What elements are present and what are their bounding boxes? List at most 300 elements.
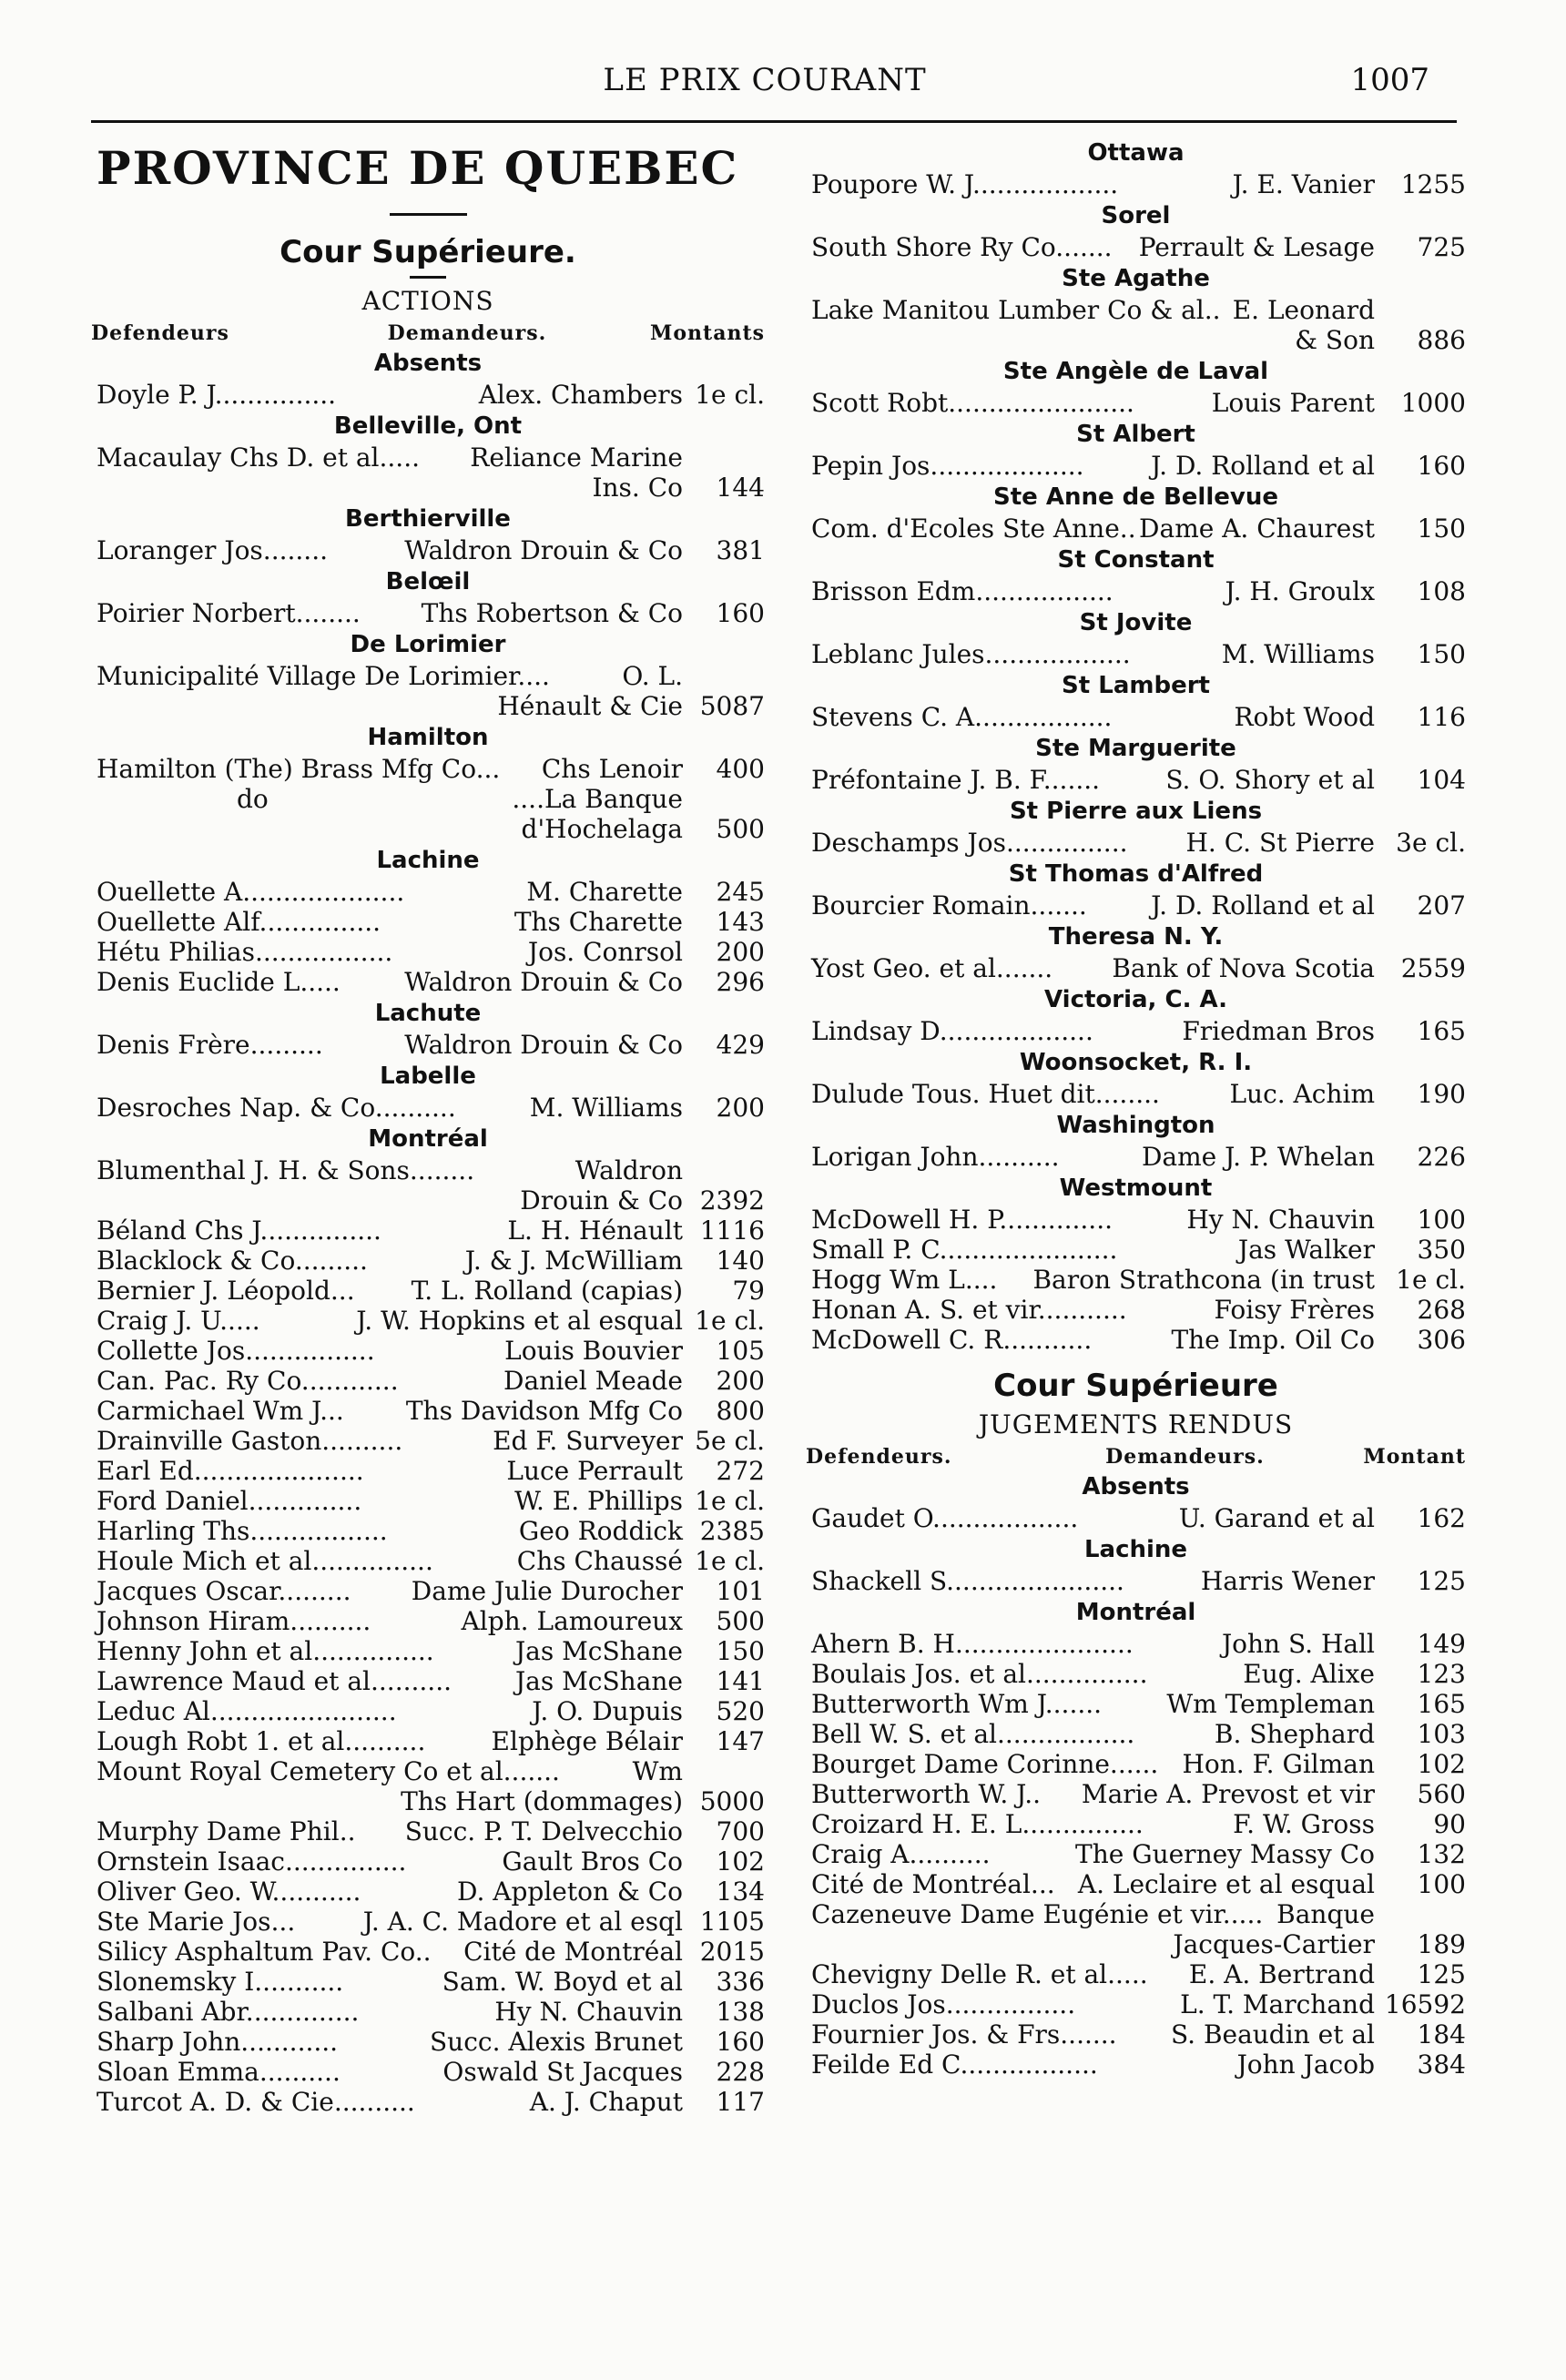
defendant: McDowell C. R........... <box>811 1325 1093 1355</box>
amount: 143 <box>716 907 765 937</box>
amount: 886 <box>1417 325 1466 355</box>
table-row <box>806 1659 1466 1689</box>
place-heading: St Albert <box>1076 421 1195 448</box>
table-row <box>806 1809 1466 1839</box>
section-heading-2: JUGEMENTS RENDUS <box>978 1409 1294 1439</box>
plaintiff: Drouin & Co <box>520 1185 683 1215</box>
defendant: Doyle P. J............... <box>97 380 337 410</box>
col-demandeurs: Demandeurs. <box>387 321 547 345</box>
defendant: Chevigny Delle R. et al..... <box>811 1959 1148 1989</box>
defendant: Pepin Jos................... <box>811 451 1084 481</box>
table-row <box>806 702 1466 732</box>
plaintiff: John S. Hall <box>1221 1629 1375 1659</box>
amount: 160 <box>716 2027 765 2057</box>
place-heading: Belleville, Ont <box>333 412 523 440</box>
place-heading: Woonsocket, R. I. <box>1019 1049 1253 1076</box>
defendant: Earl Ed..................... <box>97 1456 364 1486</box>
amount: 117 <box>716 2087 765 2117</box>
defendant: Salbani Abr.............. <box>97 1997 360 2027</box>
plaintiff: Oswald St Jacques <box>442 2057 683 2087</box>
plaintiff: Alex. Chambers <box>478 380 683 410</box>
plaintiff: S. O. Shory et al <box>1165 765 1375 795</box>
table-row <box>91 1606 765 1636</box>
defendant: Leduc Al....................... <box>97 1696 397 1726</box>
defendant: McDowell H. P.............. <box>811 1205 1113 1235</box>
col-defendeurs-2: Defendeurs. <box>806 1445 952 1469</box>
table-row <box>91 535 765 565</box>
place-heading: Ste Agathe <box>1062 265 1210 292</box>
defendant: Bourget Dame Corinne...... <box>811 1749 1159 1779</box>
plaintiff: J. D. Rolland et al <box>1151 451 1375 481</box>
amount: 1000 <box>1400 388 1466 418</box>
place-heading: Hamilton <box>367 724 489 751</box>
page-number: 1007 <box>1350 62 1429 98</box>
amount: 336 <box>716 1967 765 1997</box>
table-row <box>806 953 1466 983</box>
plaintiff: Jos. Conrsol <box>527 937 683 967</box>
plaintiff: E. A. Bertrand <box>1188 1959 1375 1989</box>
table-row <box>91 1093 765 1123</box>
table-row <box>806 388 1466 418</box>
amount: 105 <box>716 1336 765 1366</box>
plaintiff: Foisy Frères <box>1214 1295 1375 1325</box>
table-row <box>806 1719 1466 1749</box>
amount: 103 <box>1417 1719 1466 1749</box>
table-row <box>806 1749 1466 1779</box>
amount: 1255 <box>1400 169 1466 199</box>
plaintiff: T. L. Rolland (capias) <box>411 1276 683 1306</box>
table-row <box>91 937 765 967</box>
amount: 132 <box>1417 1839 1466 1869</box>
amount: 104 <box>1417 765 1466 795</box>
table-row <box>91 1907 765 1937</box>
plaintiff: J. & J. McWilliam <box>464 1246 683 1276</box>
court-divider <box>410 276 446 279</box>
table-row <box>806 2049 1466 2080</box>
plaintiff: H. C. St Pierre <box>1185 828 1375 858</box>
defendant: Municipalité Village De Lorimier.... <box>97 661 550 691</box>
table-row <box>806 1503 1466 1533</box>
plaintiff: Banque <box>1276 1899 1375 1929</box>
defendant: Butterworth W. J.. <box>811 1779 1041 1809</box>
table-row <box>91 1306 765 1336</box>
plaintiff: Ths Hart (dommages) <box>401 1786 683 1816</box>
plaintiff: E. Leonard <box>1232 295 1375 325</box>
amount: 184 <box>1417 2019 1466 2049</box>
table-row <box>806 295 1466 325</box>
defendant: Carmichael Wm J... <box>97 1396 344 1426</box>
defendant: Yost Geo. et al....... <box>811 953 1053 983</box>
defendant: Mount Royal Cemetery Co et al....... <box>97 1756 560 1786</box>
amount: 190 <box>1417 1079 1466 1109</box>
amount: 228 <box>716 2057 765 2087</box>
province-title: PROVINCE DE QUEBEC <box>97 141 739 195</box>
place-heading: St Lambert <box>1062 672 1210 699</box>
plaintiff: Ths Charette <box>514 907 683 937</box>
amount: 116 <box>1417 702 1466 732</box>
table-row <box>91 814 765 844</box>
table-row <box>91 2057 765 2087</box>
plaintiff: Wm Templeman <box>1166 1689 1375 1719</box>
plaintiff: Daniel Meade <box>503 1366 683 1396</box>
defendant: Jacques Oscar......... <box>97 1576 351 1606</box>
plaintiff: Harris Wener <box>1200 1566 1375 1596</box>
plaintiff: Ths Davidson Mfg Co <box>405 1396 683 1426</box>
amount: 381 <box>716 535 765 565</box>
amount: 150 <box>1417 514 1466 544</box>
place-heading: Ste Angèle de Laval <box>1002 358 1269 385</box>
amount: 123 <box>1417 1659 1466 1689</box>
plaintiff: Jas Walker <box>1237 1235 1375 1265</box>
defendant: Duclos Jos................ <box>811 1989 1076 2019</box>
amount: 1e cl. <box>1396 1265 1466 1295</box>
table-row <box>91 754 765 784</box>
defendant: Blumenthal J. H. & Sons........ <box>97 1155 475 1185</box>
defendant: Collette Jos................ <box>97 1336 375 1366</box>
plaintiff: Hy N. Chauvin <box>494 1997 683 2027</box>
table-row <box>91 967 765 997</box>
right-entries <box>806 137 1466 1355</box>
amount: 800 <box>716 1396 765 1426</box>
amount: 79 <box>732 1276 765 1306</box>
table-row <box>806 1566 1466 1596</box>
defendant: Béland Chs J............... <box>97 1215 381 1246</box>
defendant: Turcot A. D. & Cie.......... <box>97 2087 415 2117</box>
plaintiff: A. J. Chaput <box>529 2087 683 2117</box>
plaintiff: Waldron <box>575 1155 683 1185</box>
amount: 5087 <box>699 691 765 721</box>
table-row <box>806 639 1466 669</box>
table-row <box>91 1756 765 1786</box>
defendant: South Shore Ry Co....... <box>811 232 1113 262</box>
table-row <box>806 514 1466 544</box>
column-headers <box>91 321 765 345</box>
amount: 2015 <box>699 1937 765 1967</box>
place-heading: Victoria, C. A. <box>1044 986 1227 1013</box>
defendant: Desroches Nap. & Co.......... <box>97 1093 456 1123</box>
defendant: Sloan Emma.......... <box>97 2057 341 2087</box>
plaintiff: Jas McShane <box>514 1666 683 1696</box>
amount: 520 <box>716 1696 765 1726</box>
table-row <box>91 2027 765 2057</box>
plaintiff: Elphège Bélair <box>491 1726 683 1756</box>
amount: 162 <box>1417 1503 1466 1533</box>
plaintiff: John Jacob <box>1236 2049 1375 2080</box>
plaintiff: Succ. P. T. Delvecchio <box>404 1816 683 1846</box>
table-row <box>91 907 765 937</box>
table-row <box>806 1629 1466 1659</box>
table-row <box>806 1325 1466 1355</box>
table-row <box>806 1899 1466 1929</box>
defendant: Hogg Wm L.... <box>811 1265 998 1295</box>
running-title: LE PRIX COURANT <box>603 62 927 98</box>
defendant: Ahern B. H...................... <box>811 1629 1134 1659</box>
table-row <box>91 1877 765 1907</box>
table-row <box>91 2087 765 2117</box>
plaintiff: Wm <box>632 1756 683 1786</box>
plaintiff: Hon. F. Gilman <box>1182 1749 1375 1779</box>
defendant: Préfontaine J. B. F....... <box>811 765 1101 795</box>
amount: 134 <box>716 1877 765 1907</box>
plaintiff: W. E. Phillips <box>514 1486 683 1516</box>
amount: 296 <box>716 967 765 997</box>
table-row <box>91 473 765 503</box>
defendant: Boulais Jos. et al............... <box>811 1659 1148 1689</box>
amount: 125 <box>1417 1959 1466 1989</box>
amount: 147 <box>716 1726 765 1756</box>
place-heading: St Thomas d'Alfred <box>1008 860 1264 888</box>
table-row <box>91 1155 765 1185</box>
plaintiff: Dame Julie Durocher <box>411 1576 683 1606</box>
header-rule <box>91 120 1457 123</box>
plaintiff: Chs Chaussé <box>516 1546 683 1576</box>
defendant: Loranger Jos........ <box>97 535 328 565</box>
defendant: Deschamps Jos............... <box>811 828 1128 858</box>
plaintiff: L. T. Marchand <box>1180 1989 1375 2019</box>
amount: 2392 <box>699 1185 765 1215</box>
column-headers-2 <box>806 1445 1466 1469</box>
defendant: Macaulay Chs D. et al..... <box>97 442 420 473</box>
defendant: Lorigan John.......... <box>811 1142 1060 1172</box>
defendant: Small P. C...................... <box>811 1235 1118 1265</box>
amount: 350 <box>1417 1235 1466 1265</box>
plaintiff: Louis Bouvier <box>504 1336 683 1366</box>
amount: 268 <box>1417 1295 1466 1325</box>
amount: 100 <box>1417 1205 1466 1235</box>
plaintiff: d'Hochelaga <box>521 814 683 844</box>
defendant: Denis Frère......... <box>97 1030 323 1060</box>
amount: 200 <box>716 1366 765 1396</box>
left-entries <box>91 347 765 2117</box>
defendant: Murphy Dame Phil.. <box>97 1816 356 1846</box>
plaintiff: O. L. <box>622 661 683 691</box>
defendant: Hamilton (The) Brass Mfg Co... <box>97 754 501 784</box>
defendant: Ouellette A.................... <box>97 877 405 907</box>
amount: 1116 <box>699 1215 765 1246</box>
plaintiff: Cité de Montréal <box>463 1937 683 1967</box>
plaintiff: M. Charette <box>526 877 683 907</box>
place-heading: Absents <box>373 350 483 377</box>
place-heading: Sorel <box>1101 202 1171 229</box>
table-row <box>806 1689 1466 1719</box>
amount: 725 <box>1417 232 1466 262</box>
amount: 560 <box>1417 1779 1466 1809</box>
defendant: Stevens C. A................. <box>811 702 1113 732</box>
amount: 125 <box>1417 1566 1466 1596</box>
table-row <box>91 691 765 721</box>
amount: 90 <box>1433 1809 1466 1839</box>
amount: 140 <box>716 1246 765 1276</box>
amount: 306 <box>1417 1325 1466 1355</box>
amount: 400 <box>716 754 765 784</box>
defendant: Drainville Gaston.......... <box>97 1426 403 1456</box>
plaintiff: J. E. Vanier <box>1232 169 1375 199</box>
table-row <box>806 451 1466 481</box>
defendant: Hétu Philias................. <box>97 937 393 967</box>
plaintiff: Louis Parent <box>1211 388 1375 418</box>
plaintiff: Luc. Achim <box>1229 1079 1375 1109</box>
amount: 165 <box>1417 1689 1466 1719</box>
table-row <box>806 890 1466 920</box>
table-row <box>91 1215 765 1246</box>
table-row <box>806 1959 1466 1989</box>
table-row <box>91 380 765 410</box>
table-row <box>91 1576 765 1606</box>
defendant: Croizard H. E. L............... <box>811 1809 1144 1839</box>
place-heading: Ste Marguerite <box>1035 735 1236 762</box>
plaintiff: M. Williams <box>1221 639 1375 669</box>
table-row <box>91 1726 765 1756</box>
plaintiff: Hy N. Chauvin <box>1186 1205 1375 1235</box>
defendant: Gaudet O.................. <box>811 1503 1079 1533</box>
table-row <box>91 1336 765 1366</box>
plaintiff: Marie A. Prevost et vir <box>1081 1779 1375 1809</box>
place-heading: Lachine <box>1083 1536 1188 1563</box>
plaintiff: Gault Bros Co <box>502 1846 683 1877</box>
left-column <box>91 137 765 2117</box>
table-row <box>91 1030 765 1060</box>
amount: 1e cl. <box>695 1546 765 1576</box>
plaintiff: Robt Wood <box>1234 702 1375 732</box>
plaintiff: Succ. Alexis Brunet <box>430 2027 683 2057</box>
defendant: Leblanc Jules.................. <box>811 639 1131 669</box>
table-row <box>91 1696 765 1726</box>
amount: 429 <box>716 1030 765 1060</box>
table-row <box>91 877 765 907</box>
place-heading: Montréal <box>368 1125 488 1153</box>
table-row <box>806 2019 1466 2049</box>
col-montants: Montants <box>650 321 765 345</box>
amount: 226 <box>1417 1142 1466 1172</box>
place-heading: Absents <box>1082 1473 1190 1500</box>
defendant: Butterworth Wm J....... <box>811 1689 1103 1719</box>
place-heading: De Lorimier <box>350 631 506 658</box>
plaintiff: L. H. Hénault <box>507 1215 683 1246</box>
amount: 207 <box>1417 890 1466 920</box>
amount: 160 <box>716 598 765 628</box>
defendant: Brisson Edm................. <box>811 576 1113 606</box>
table-row <box>806 232 1466 262</box>
right-entries-2 <box>806 1470 1466 2080</box>
plaintiff: & Son <box>1295 325 1375 355</box>
defendant: Can. Pac. Ry Co............ <box>97 1366 399 1396</box>
table-row <box>91 1666 765 1696</box>
table-row <box>91 1786 765 1816</box>
table-row <box>91 598 765 628</box>
defendant: Ste Marie Jos... <box>97 1907 296 1937</box>
defendant: Houle Mich et al............... <box>97 1546 433 1576</box>
table-row <box>806 1839 1466 1869</box>
defendant: Bell W. S. et al................. <box>811 1719 1135 1749</box>
title-divider <box>390 213 467 216</box>
plaintiff: Chs Lenoir <box>541 754 683 784</box>
defendant: Ouellette Alf............... <box>97 907 381 937</box>
table-row <box>806 1779 1466 1809</box>
amount: 149 <box>1417 1629 1466 1659</box>
plaintiff: U. Garand et al <box>1178 1503 1375 1533</box>
place-heading: Ottawa <box>1087 139 1185 167</box>
defendant: Johnson Hiram.......... <box>97 1606 371 1636</box>
place-heading: Ste Anne de Bellevue <box>993 483 1278 511</box>
table-row <box>91 1937 765 1967</box>
amount: 2559 <box>1400 953 1466 983</box>
table-row <box>806 765 1466 795</box>
place-heading: St Constant <box>1057 546 1215 574</box>
plaintiff: J. W. Hopkins et al esqual <box>356 1306 683 1336</box>
amount: 500 <box>716 814 765 844</box>
table-row <box>806 1989 1466 2019</box>
defendant: Sharp John............ <box>97 2027 339 2057</box>
amount: 1e cl. <box>695 1486 765 1516</box>
place-heading: Lachine <box>376 847 480 874</box>
plaintiff: Baron Strathcona (in trust <box>1032 1265 1375 1295</box>
plaintiff: ....La Banque <box>512 784 683 814</box>
table-row <box>806 1235 1466 1265</box>
place-heading: Berthierville <box>345 505 511 533</box>
table-row <box>91 661 765 691</box>
defendant: Henny John et al............... <box>97 1636 434 1666</box>
table-row <box>91 442 765 473</box>
col-demandeurs-2: Demandeurs. <box>1105 1445 1265 1469</box>
defendant: Dulude Tous. Huet dit........ <box>811 1079 1160 1109</box>
defendant: Feilde Ed C................. <box>811 2049 1098 2080</box>
table-row <box>91 1636 765 1666</box>
amount: 384 <box>1417 2049 1466 2080</box>
plaintiff: B. Shephard <box>1214 1719 1375 1749</box>
amount: 150 <box>1417 639 1466 669</box>
defendant: Craig A.......... <box>811 1839 991 1869</box>
defendant: Slonemsky I........... <box>97 1967 344 1997</box>
table-row <box>806 1265 1466 1295</box>
amount: 160 <box>1417 451 1466 481</box>
plaintiff: Waldron Drouin & Co <box>404 1030 683 1060</box>
plaintiff: J. O. Dupuis <box>532 1696 683 1726</box>
plaintiff: Eug. Alixe <box>1243 1659 1375 1689</box>
place-heading: Montréal <box>1075 1599 1196 1626</box>
amount: 245 <box>716 877 765 907</box>
amount: 1105 <box>699 1907 765 1937</box>
amount: 5e cl. <box>695 1426 765 1456</box>
defendant: Denis Euclide L..... <box>97 967 341 997</box>
plaintiff: J. H. Groulx <box>1225 576 1375 606</box>
table-row <box>91 1816 765 1846</box>
amount: 200 <box>716 937 765 967</box>
defendant: Harling Ths................. <box>97 1516 388 1546</box>
plaintiff: Dame A. Chaurest <box>1139 514 1375 544</box>
plaintiff: Perrault & Lesage <box>1138 232 1375 262</box>
plaintiff: Friedman Bros <box>1182 1016 1375 1046</box>
defendant: Cité de Montréal... <box>811 1869 1055 1899</box>
place-heading: St Jovite <box>1079 609 1193 636</box>
plaintiff: J. A. C. Madore et al esql <box>362 1907 683 1937</box>
defendant: Bourcier Romain....... <box>811 890 1087 920</box>
defendant: Honan A. S. et vir........... <box>811 1295 1127 1325</box>
amount: 101 <box>716 1576 765 1606</box>
defendant: Ornstein Isaac............... <box>97 1846 407 1877</box>
amount: 500 <box>716 1606 765 1636</box>
defendant: Lawrence Maud et al.......... <box>97 1666 452 1696</box>
place-heading: St Pierre aux Liens <box>1009 798 1263 825</box>
plaintiff: Hénault & Cie <box>497 691 683 721</box>
place-heading: Lachute <box>374 1000 482 1027</box>
defendant: Com. d'Ecoles Ste Anne.. <box>811 514 1136 544</box>
defendant: Poirier Norbert........ <box>97 598 361 628</box>
col-montant-2: Montant <box>1363 1445 1466 1469</box>
amount: 16592 <box>1384 1989 1466 2019</box>
table-row <box>91 1366 765 1396</box>
amount: 1e cl. <box>695 380 765 410</box>
defendant: Lindsay D................... <box>811 1016 1093 1046</box>
